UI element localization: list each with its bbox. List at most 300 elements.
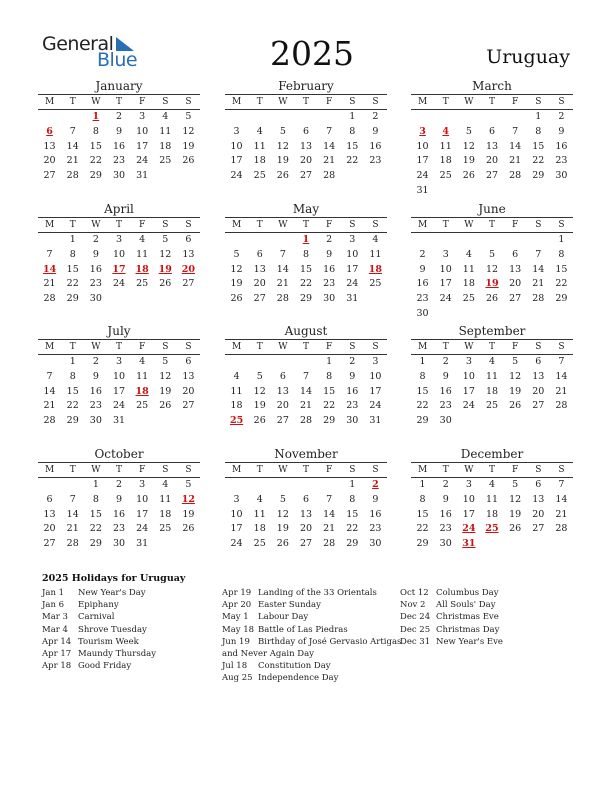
day-cell: 2 — [115, 111, 123, 122]
day-cell: 18 — [159, 140, 172, 152]
day-cell: 21 — [323, 155, 336, 167]
holiday-entry — [42, 636, 156, 648]
day-cell: 8 — [535, 125, 542, 137]
day-cell: 25 — [159, 523, 172, 535]
day-cell: 8 — [349, 493, 356, 505]
weekday-label: T — [69, 220, 76, 230]
empty-cell — [527, 233, 550, 248]
empty-cell — [38, 355, 61, 370]
empty-cell — [480, 110, 503, 125]
holiday-name: New Year's Eve — [436, 636, 503, 647]
holiday-day-cell: 31 — [462, 538, 476, 550]
day-cell: 13 — [299, 140, 313, 152]
empty-cell — [248, 110, 271, 125]
day-cell: 19 — [182, 508, 195, 520]
month-may — [225, 202, 387, 307]
day-cell: 8 — [419, 370, 426, 382]
day-cell: 7 — [326, 125, 333, 137]
month-name: August — [284, 324, 328, 338]
day-cell: 3 — [115, 356, 123, 367]
month-name: January — [95, 79, 143, 93]
day-cell: 25 — [136, 400, 149, 412]
empty-cell — [225, 233, 248, 248]
holiday-date: Nov 2 — [400, 600, 426, 611]
day-cell: 10 — [230, 140, 243, 152]
day-cell: 27 — [43, 538, 56, 550]
day-cell: 29 — [416, 415, 429, 427]
day-cell: 16 — [89, 263, 102, 275]
holiday-name: Independence Day — [258, 673, 339, 684]
weekday-label: T — [488, 97, 495, 107]
empty-cell — [480, 233, 503, 248]
day-cell: 16 — [112, 140, 126, 152]
weekday-header — [411, 217, 573, 233]
weekday-label: T — [115, 465, 122, 475]
weekday-label: M — [417, 97, 428, 107]
month-name: June — [478, 202, 506, 216]
day-cell: 4 — [488, 479, 496, 490]
weekday-label: S — [185, 220, 192, 230]
day-cell: 15 — [416, 508, 429, 520]
day-cell: 21 — [276, 278, 289, 290]
day-cell: 27 — [299, 538, 313, 550]
weekday-label: T — [488, 342, 495, 352]
day-cell: 27 — [253, 293, 266, 305]
empty-cell — [271, 233, 294, 248]
day-cell: 19 — [276, 523, 289, 535]
day-cell: 5 — [512, 356, 519, 367]
day-cell: 17 — [462, 508, 475, 520]
day-cell: 1 — [92, 479, 99, 490]
day-cell: 19 — [462, 155, 475, 167]
day-cell: 26 — [276, 538, 289, 550]
weekday-label: F — [512, 97, 519, 107]
day-cell: 3 — [115, 234, 123, 245]
day-cell: 28 — [66, 538, 79, 550]
day-cell: 26 — [159, 278, 172, 290]
weekday-label: T — [442, 220, 449, 230]
holiday-day-cell: 2 — [372, 479, 379, 490]
day-cell: 7 — [302, 370, 310, 382]
day-cell: 24 — [112, 400, 126, 412]
day-cell: 23 — [369, 155, 382, 167]
day-cell: 19 — [182, 140, 195, 152]
day-cell: 16 — [323, 263, 336, 275]
day-cell: 24 — [369, 400, 382, 412]
empty-cell — [271, 355, 294, 370]
holiday-day-cell: 18 — [135, 385, 149, 397]
day-cell: 21 — [66, 523, 79, 535]
day-cell: 13 — [253, 263, 266, 275]
day-cell: 10 — [112, 248, 126, 260]
day-cell: 6 — [185, 234, 192, 245]
holiday-name: Battle of Las Piedras — [258, 624, 348, 635]
day-grid — [38, 233, 200, 307]
day-cell: 31 — [136, 170, 149, 182]
empty-cell — [271, 478, 294, 493]
day-cell: 4 — [139, 234, 146, 245]
day-cell: 4 — [488, 356, 496, 367]
day-cell: 20 — [532, 508, 545, 520]
day-grid — [411, 233, 573, 322]
holiday-date: Mar 3 — [42, 612, 68, 623]
day-cell: 27 — [182, 278, 195, 290]
weekday-label: T — [115, 342, 122, 352]
day-cell: 2 — [92, 234, 99, 245]
day-cell: 9 — [442, 370, 449, 382]
day-cell: 15 — [323, 385, 336, 397]
day-cell: 30 — [89, 293, 102, 305]
weekday-label: T — [442, 342, 449, 352]
month-name: April — [104, 202, 134, 216]
weekday-label: T — [256, 220, 263, 230]
day-cell: 23 — [555, 155, 568, 167]
weekday-label: M — [231, 465, 242, 475]
day-cell: 17 — [416, 155, 429, 167]
weekday-label: W — [278, 465, 288, 475]
day-cell: 11 — [136, 248, 149, 260]
day-cell: 3 — [139, 479, 146, 490]
day-cell: 21 — [299, 400, 313, 412]
day-cell: 11 — [462, 263, 475, 275]
weekday-label: S — [349, 220, 356, 230]
weekday-label: S — [535, 220, 542, 230]
day-cell: 24 — [462, 400, 475, 412]
holiday-date: May 1 — [222, 612, 249, 623]
weekday-label: F — [139, 97, 146, 107]
day-cell: 28 — [323, 538, 336, 550]
day-cell: 11 — [485, 493, 499, 505]
day-cell: 30 — [439, 415, 452, 427]
day-cell: 20 — [532, 385, 545, 397]
day-cell: 24 — [346, 278, 359, 290]
month-name: May — [292, 202, 320, 216]
empty-cell — [434, 110, 457, 125]
day-cell: 15 — [299, 263, 313, 275]
day-cell: 31 — [136, 538, 149, 550]
day-cell: 14 — [276, 263, 289, 275]
weekday-label: T — [442, 97, 449, 107]
weekday-header — [38, 94, 200, 110]
day-cell: 5 — [465, 125, 472, 137]
day-cell: 20 — [182, 385, 195, 397]
day-cell: 29 — [89, 538, 102, 550]
day-cell: 8 — [419, 493, 426, 505]
day-cell: 13 — [485, 140, 499, 152]
day-cell: 18 — [230, 400, 243, 412]
day-cell: 22 — [346, 155, 359, 167]
day-cell: 22 — [555, 278, 568, 290]
day-grid — [38, 478, 200, 552]
weekday-label: M — [417, 342, 428, 352]
day-cell: 31 — [416, 184, 429, 196]
day-cell: 24 — [416, 170, 429, 182]
holiday-name: Constitution Day — [258, 661, 331, 672]
day-cell: 27 — [299, 170, 313, 182]
day-cell: 24 — [112, 278, 126, 290]
day-cell: 23 — [369, 523, 382, 535]
day-cell: 6 — [512, 248, 519, 260]
day-cell: 3 — [372, 356, 379, 367]
day-cell: 22 — [416, 523, 429, 535]
day-cell: 26 — [462, 170, 475, 182]
day-cell: 6 — [46, 493, 53, 505]
holiday-date: Oct 12 — [400, 588, 429, 598]
day-cell: 6 — [302, 125, 310, 137]
day-cell: 13 — [276, 385, 289, 397]
weekday-label: T — [488, 465, 495, 475]
month-june — [411, 202, 573, 322]
day-cell: 12 — [276, 140, 289, 152]
empty-cell — [38, 478, 61, 493]
day-cell: 4 — [256, 493, 263, 505]
day-cell: 11 — [159, 125, 172, 137]
empty-cell — [248, 355, 271, 370]
weekday-label: T — [302, 220, 309, 230]
weekday-label: T — [302, 342, 309, 352]
day-grid — [411, 355, 573, 429]
empty-cell — [38, 110, 61, 125]
holiday-day-cell: 14 — [42, 263, 57, 275]
weekday-label: W — [91, 465, 101, 475]
month-july — [38, 324, 200, 429]
day-cell: 17 — [230, 155, 243, 167]
day-cell: 14 — [555, 370, 568, 382]
day-cell: 29 — [323, 415, 336, 427]
day-cell: 16 — [416, 278, 429, 290]
day-cell: 21 — [43, 400, 56, 412]
day-cell: 27 — [485, 170, 499, 182]
day-cell: 16 — [346, 385, 359, 397]
weekday-label: S — [558, 97, 565, 107]
weekday-label: F — [512, 465, 519, 475]
day-cell: 7 — [535, 248, 542, 260]
day-cell: 17 — [136, 508, 149, 520]
day-cell: 9 — [92, 248, 99, 260]
day-cell: 7 — [69, 125, 76, 137]
empty-cell — [294, 478, 317, 493]
weekday-label: T — [256, 97, 263, 107]
day-cell: 21 — [66, 155, 79, 167]
day-cell: 23 — [346, 400, 359, 412]
day-cell: 25 — [253, 170, 266, 182]
holiday-name: Christmas Day — [436, 624, 500, 635]
day-cell: 23 — [112, 155, 126, 167]
holiday-entry — [222, 611, 401, 623]
weekday-label: T — [256, 465, 263, 475]
day-cell: 5 — [162, 234, 169, 245]
day-cell: 2 — [419, 248, 426, 260]
logo-word-blue: Blue — [97, 49, 138, 71]
day-cell: 25 — [253, 538, 266, 550]
day-cell: 22 — [89, 523, 102, 535]
weekday-label: W — [91, 97, 101, 107]
weekday-label: W — [464, 465, 474, 475]
weekday-label: M — [44, 465, 55, 475]
day-cell: 6 — [535, 479, 542, 490]
day-cell: 24 — [136, 155, 149, 167]
weekday-label: M — [231, 97, 242, 107]
day-cell: 30 — [323, 293, 336, 305]
holiday-date: Apr 14 — [42, 636, 72, 647]
day-cell: 8 — [349, 125, 356, 137]
weekday-label: T — [115, 97, 122, 107]
day-cell: 8 — [69, 248, 76, 260]
empty-cell — [504, 233, 527, 248]
weekday-label: T — [302, 97, 309, 107]
day-cell: 6 — [535, 356, 542, 367]
empty-cell — [411, 233, 434, 248]
holiday-day-cell: 3 — [419, 125, 426, 137]
month-name: November — [274, 447, 338, 461]
day-cell: 28 — [43, 293, 56, 305]
day-cell: 12 — [509, 370, 522, 382]
day-cell: 15 — [416, 385, 429, 397]
calendar-year: 2025 — [270, 34, 354, 73]
weekday-label: W — [278, 97, 288, 107]
holiday-date: Jan 6 — [42, 600, 65, 611]
day-cell: 31 — [112, 415, 126, 427]
day-cell: 4 — [372, 234, 379, 245]
holiday-name: Tourism Week — [78, 636, 139, 647]
day-cell: 4 — [162, 111, 169, 122]
day-cell: 17 — [346, 263, 359, 275]
weekday-label: W — [91, 342, 101, 352]
weekday-label: F — [326, 342, 333, 352]
day-cell: 2 — [115, 479, 123, 490]
day-cell: 13 — [182, 370, 195, 382]
day-cell: 20 — [299, 155, 313, 167]
holiday-entry — [222, 636, 401, 648]
day-cell: 30 — [439, 538, 452, 550]
month-november — [225, 447, 387, 552]
day-cell: 29 — [89, 170, 102, 182]
holiday-entry — [42, 624, 156, 636]
empty-cell — [225, 110, 248, 125]
day-cell: 12 — [509, 493, 522, 505]
day-cell: 18 — [253, 523, 266, 535]
holiday-day-cell: 24 — [462, 523, 476, 535]
holiday-date: Dec 25 — [400, 624, 431, 635]
day-cell: 10 — [416, 140, 429, 152]
day-cell: 15 — [89, 508, 102, 520]
weekday-header — [411, 339, 573, 355]
day-cell: 8 — [302, 248, 310, 260]
weekday-header — [225, 339, 387, 355]
day-grid — [411, 478, 573, 552]
day-cell: 28 — [43, 415, 56, 427]
day-cell: 28 — [276, 293, 289, 305]
day-cell: 17 — [136, 140, 149, 152]
day-cell: 1 — [558, 234, 565, 245]
day-cell: 10 — [230, 508, 243, 520]
holiday-name: Shrove Tuesday — [78, 624, 147, 635]
month-april — [38, 202, 200, 307]
weekday-label: S — [349, 97, 356, 107]
month-february — [225, 79, 387, 184]
day-cell: 23 — [439, 523, 452, 535]
month-name: July — [107, 324, 131, 338]
weekday-label: T — [69, 465, 76, 475]
day-cell: 3 — [233, 493, 240, 505]
day-cell: 28 — [509, 170, 522, 182]
day-cell: 2 — [92, 356, 99, 367]
day-cell: 11 — [253, 140, 266, 152]
country-name: Uruguay — [486, 46, 570, 68]
day-cell: 9 — [419, 263, 426, 275]
weekday-label: T — [115, 220, 122, 230]
day-cell: 14 — [555, 493, 568, 505]
holiday-entry — [400, 587, 503, 599]
day-cell: 14 — [66, 508, 79, 520]
day-cell: 9 — [349, 370, 356, 382]
empty-cell — [248, 233, 271, 248]
holiday-entry — [400, 624, 503, 636]
day-cell: 28 — [555, 400, 568, 412]
weekday-label: S — [535, 97, 542, 107]
day-cell: 29 — [346, 538, 359, 550]
day-cell: 18 — [462, 278, 475, 290]
day-cell: 30 — [369, 538, 382, 550]
weekday-label: S — [162, 465, 169, 475]
holiday-entry — [42, 611, 156, 623]
day-grid — [225, 478, 387, 552]
day-cell: 5 — [488, 248, 496, 260]
holiday-date: Dec 31 — [400, 636, 431, 647]
day-cell: 7 — [558, 479, 565, 490]
day-cell: 14 — [532, 263, 545, 275]
day-cell: 11 — [439, 140, 452, 152]
day-cell: 8 — [558, 248, 565, 260]
weekday-label: M — [417, 465, 428, 475]
weekday-label: T — [488, 220, 495, 230]
day-cell: 13 — [532, 370, 545, 382]
day-cell: 15 — [346, 140, 359, 152]
day-cell: 16 — [89, 385, 102, 397]
day-cell: 6 — [488, 125, 496, 137]
day-cell: 17 — [462, 385, 475, 397]
weekday-label: S — [185, 342, 192, 352]
holiday-entry — [42, 587, 156, 599]
day-cell: 11 — [230, 385, 243, 397]
day-cell: 11 — [136, 370, 149, 382]
day-cell: 9 — [115, 493, 123, 505]
empty-cell — [38, 233, 61, 248]
weekday-label: S — [162, 342, 169, 352]
weekday-header — [38, 217, 200, 233]
weekday-label: M — [44, 97, 55, 107]
month-name: March — [472, 79, 512, 93]
holiday-date: Apr 18 — [42, 661, 72, 672]
day-cell: 9 — [372, 125, 379, 137]
day-cell: 10 — [136, 493, 149, 505]
weekday-label: F — [512, 220, 519, 230]
day-cell: 6 — [185, 356, 192, 367]
month-march — [411, 79, 573, 199]
weekday-label: S — [535, 465, 542, 475]
weekday-label: W — [278, 342, 288, 352]
day-cell: 27 — [43, 170, 56, 182]
day-cell: 29 — [66, 293, 79, 305]
day-cell: 15 — [555, 263, 568, 275]
weekday-label: W — [91, 220, 101, 230]
empty-cell — [411, 110, 434, 125]
day-cell: 26 — [182, 155, 195, 167]
holiday-name: All Souls' Day — [436, 600, 496, 611]
day-cell: 15 — [89, 140, 102, 152]
holiday-name: Epiphany — [78, 600, 119, 611]
day-cell: 10 — [462, 370, 475, 382]
